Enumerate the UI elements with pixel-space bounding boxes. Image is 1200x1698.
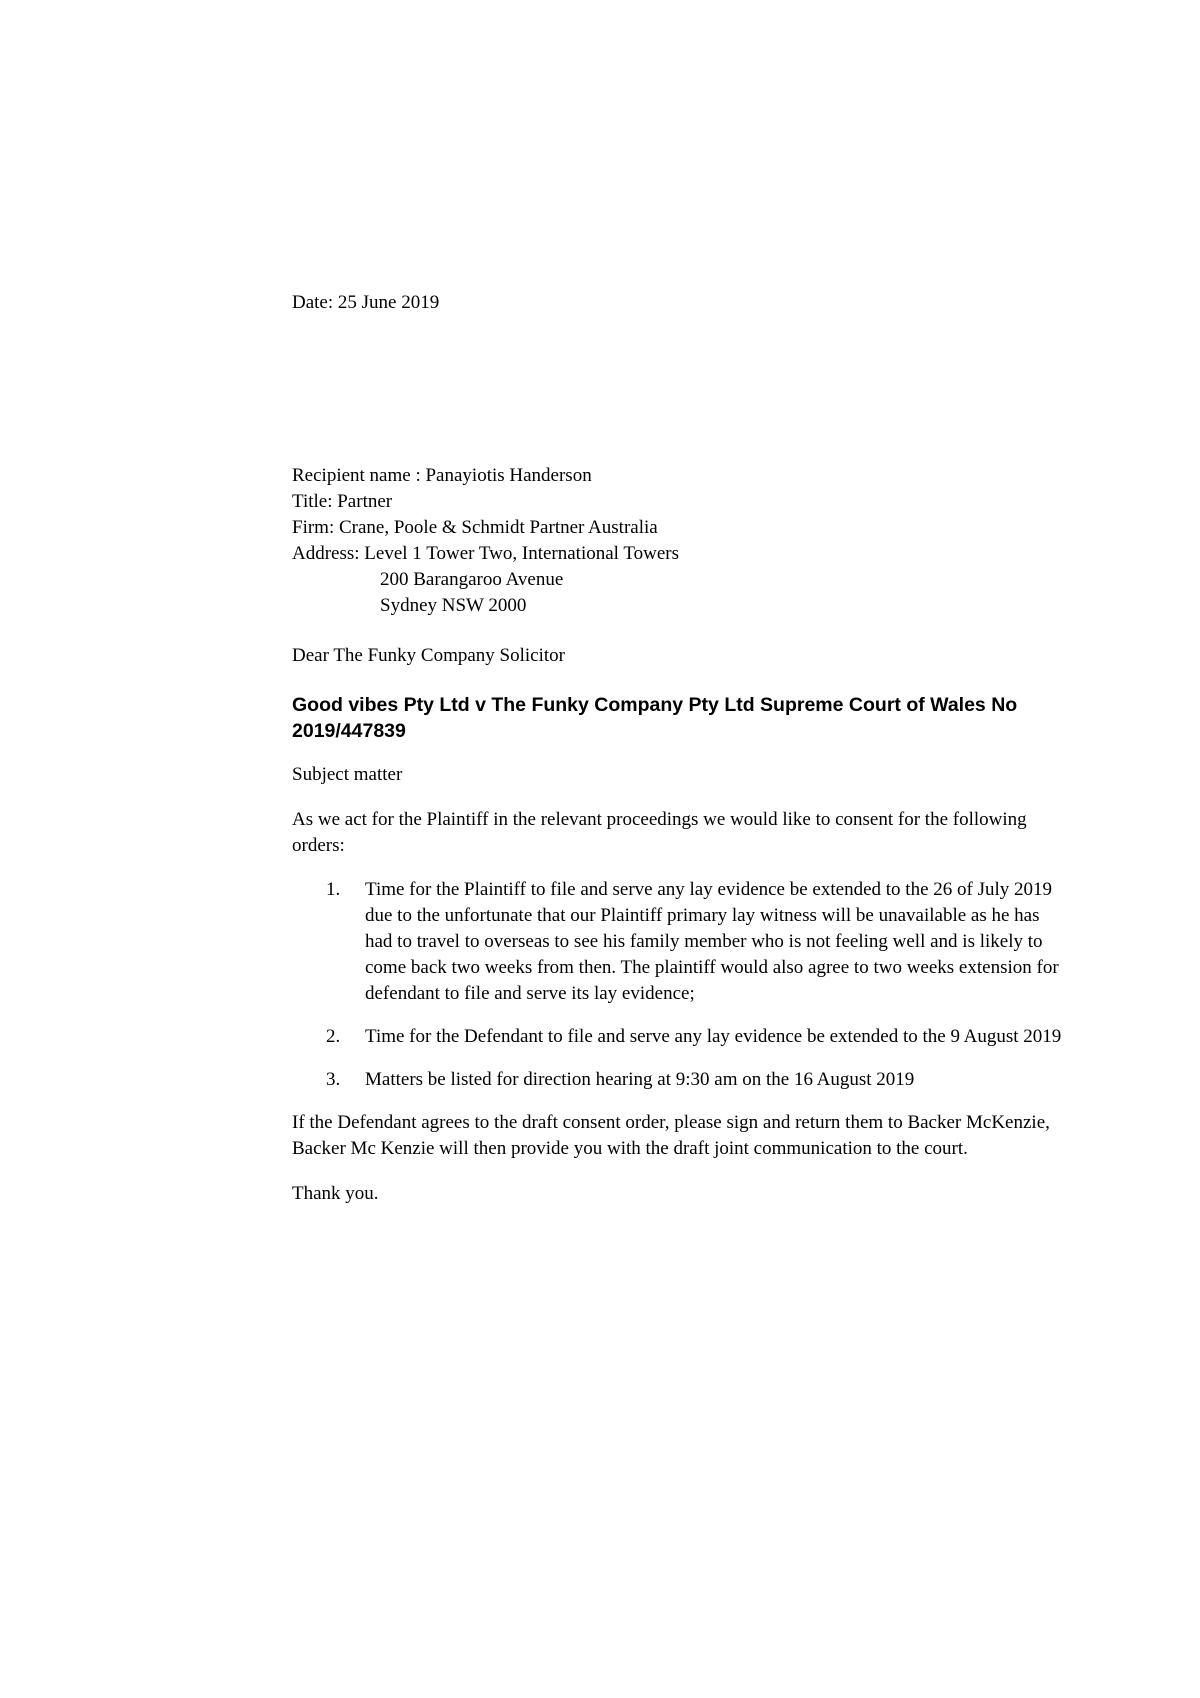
order-text: Time for the Defendant to file and serve any lay evidence be extended to the 9 August 2019 bbox=[365, 1026, 1062, 1047]
recipient-address-line-2: 200 Barangaroo Avenue bbox=[380, 569, 564, 590]
recipient-address-line-1: Address: Level 1 Tower Two, International Towers bbox=[292, 543, 680, 564]
letter-body bbox=[292, 290, 1132, 1207]
recipient-firm: Firm: Crane, Poole & Schmidt Partner Australia bbox=[292, 517, 658, 538]
intro-paragraph: As we act for the Plaintiff in the relevant proceedings we would like to consent for the following orders: bbox=[292, 809, 1027, 856]
orders-list bbox=[292, 877, 1132, 1093]
matter-heading: Good vibes Pty Ltd v The Funky Company Pty Ltd Supreme Court of Wales No 2019/447839 bbox=[292, 694, 1018, 742]
closing-paragraph: If the Defendant agrees to the draft consent order, please sign and return them to Backer McKenzie, Backer Mc Kenzie will then provide you with the draft joint communication to the court. bbox=[292, 1112, 1050, 1159]
recipient-block bbox=[292, 463, 1132, 619]
letter-date: Date: 25 June 2019 bbox=[292, 292, 440, 313]
recipient-address-line-3: Sydney NSW 2000 bbox=[380, 595, 527, 616]
recipient-title: Title: Partner bbox=[292, 491, 393, 512]
order-number: 1. bbox=[326, 879, 341, 900]
order-text: Time for the Plaintiff to file and serve any lay evidence be extended to the 26 of July 2019 due to the unfortunate that our Plaintiff primary lay witness will be unavailable as he has had to travel to overseas to see his family member who is not feeling well and is likely to come back two weeks from then. The plaintiff would also agree to two weeks extension for defendant to file and serve its lay evidence; bbox=[365, 879, 1059, 1004]
order-number: 3. bbox=[326, 1069, 341, 1090]
subject-line: Subject matter bbox=[292, 764, 403, 785]
order-item bbox=[292, 877, 1065, 1007]
order-number: 2. bbox=[326, 1026, 341, 1047]
order-item bbox=[292, 1024, 1065, 1050]
salutation: Dear The Funky Company Solicitor bbox=[292, 645, 566, 666]
recipient-name: Recipient name : Panayiotis Handerson bbox=[292, 465, 592, 486]
order-item bbox=[292, 1067, 1065, 1093]
order-text: Matters be listed for direction hearing at 9:30 am on the 16 August 2019 bbox=[365, 1069, 915, 1090]
sign-off: Thank you. bbox=[292, 1183, 379, 1204]
